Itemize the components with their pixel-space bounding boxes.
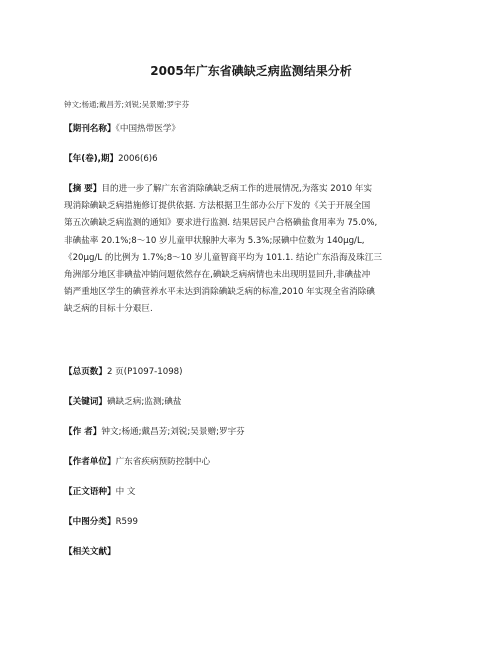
journal-value: 《中国热带医学》: [115, 124, 181, 134]
keywords-field: [64, 394, 440, 411]
classification-field: [64, 514, 440, 531]
language-field: [64, 484, 440, 501]
year-issue-field: [64, 151, 440, 168]
year-issue-label: 【年(卷),期】: [64, 154, 119, 164]
abstract-text-1: 目的进一步了解广东省消除碘缺乏病工作的进展情况,为落实 2010 年实: [101, 184, 373, 194]
abstract-line-7: 销严重地区学生的碘营养水平未达到消除碘缺乏病的标准,2010 年实现全省消除碘: [64, 287, 375, 298]
journal-field: [64, 121, 440, 138]
journal-label: 【期刊名称】: [64, 124, 116, 134]
pages-label: 【总页数】: [64, 367, 107, 377]
abstract-line-2: 现消除碘缺乏病措施修订提供依据. 方法根据卫生部办公厅下发的《关于开展全国: [64, 201, 371, 212]
abstract-line-1: [64, 181, 440, 198]
classification-value: R599: [115, 517, 138, 527]
authors-field: [64, 424, 440, 441]
references-label: 【相关文献】: [64, 547, 116, 557]
author-line: 钟文;杨通;戴昌芳;刘锐;吴景赠;罗宇芬: [64, 100, 190, 109]
authors-label: 【作 者】: [64, 427, 102, 437]
affiliation-field: [64, 454, 440, 471]
classification-label: 【中图分类】: [64, 517, 116, 527]
affiliation-value: 广东省疾病预防控制中心: [115, 457, 211, 467]
year-issue-value: 2006(6)6: [118, 154, 158, 164]
abstract-line-4: 非碘盐率 20.1%;8～10 岁儿童甲状腺肿大率为 5.3%;尿碘中位数为 140μg/L,: [64, 235, 365, 246]
keywords-label: 【关键词】: [64, 397, 107, 407]
pages-value: 2 页(P1097-1098): [106, 367, 183, 377]
language-value: 中 文: [115, 487, 136, 497]
abstract-line-8: 缺乏病的目标十分艰巨.: [64, 304, 153, 315]
keywords-value: 碘缺乏病;监测;碘盐: [106, 397, 182, 407]
abstract-field: [64, 181, 440, 319]
abstract-line-5: 《20μg/L 的比例为 1.7%;8～10 岁儿童智商平均为 101.1. 结论广东沿海及珠江三: [64, 252, 382, 263]
document-title: 2005年广东省碘缺乏病监测结果分析: [150, 64, 352, 78]
language-label: 【正文语种】: [64, 487, 116, 497]
abstract-label: 【摘 要】: [64, 184, 102, 194]
abstract-line-3: 第五次碘缺乏病监测的通知》要求进行监测. 结果居民户合格碘盐食用率为 75.0%,: [64, 218, 378, 229]
authors-value: 钟文;杨通;戴昌芳;刘锐;吴景赠;罗宇芬: [101, 427, 245, 437]
references-field: [64, 544, 440, 561]
abstract-line-6: 角洲部分地区非碘盐冲销问题依然存在,碘缺乏病病情也未出现明显回升,非碘盐冲: [64, 270, 371, 281]
pages-field: [64, 364, 440, 381]
affiliation-label: 【作者单位】: [64, 457, 116, 467]
